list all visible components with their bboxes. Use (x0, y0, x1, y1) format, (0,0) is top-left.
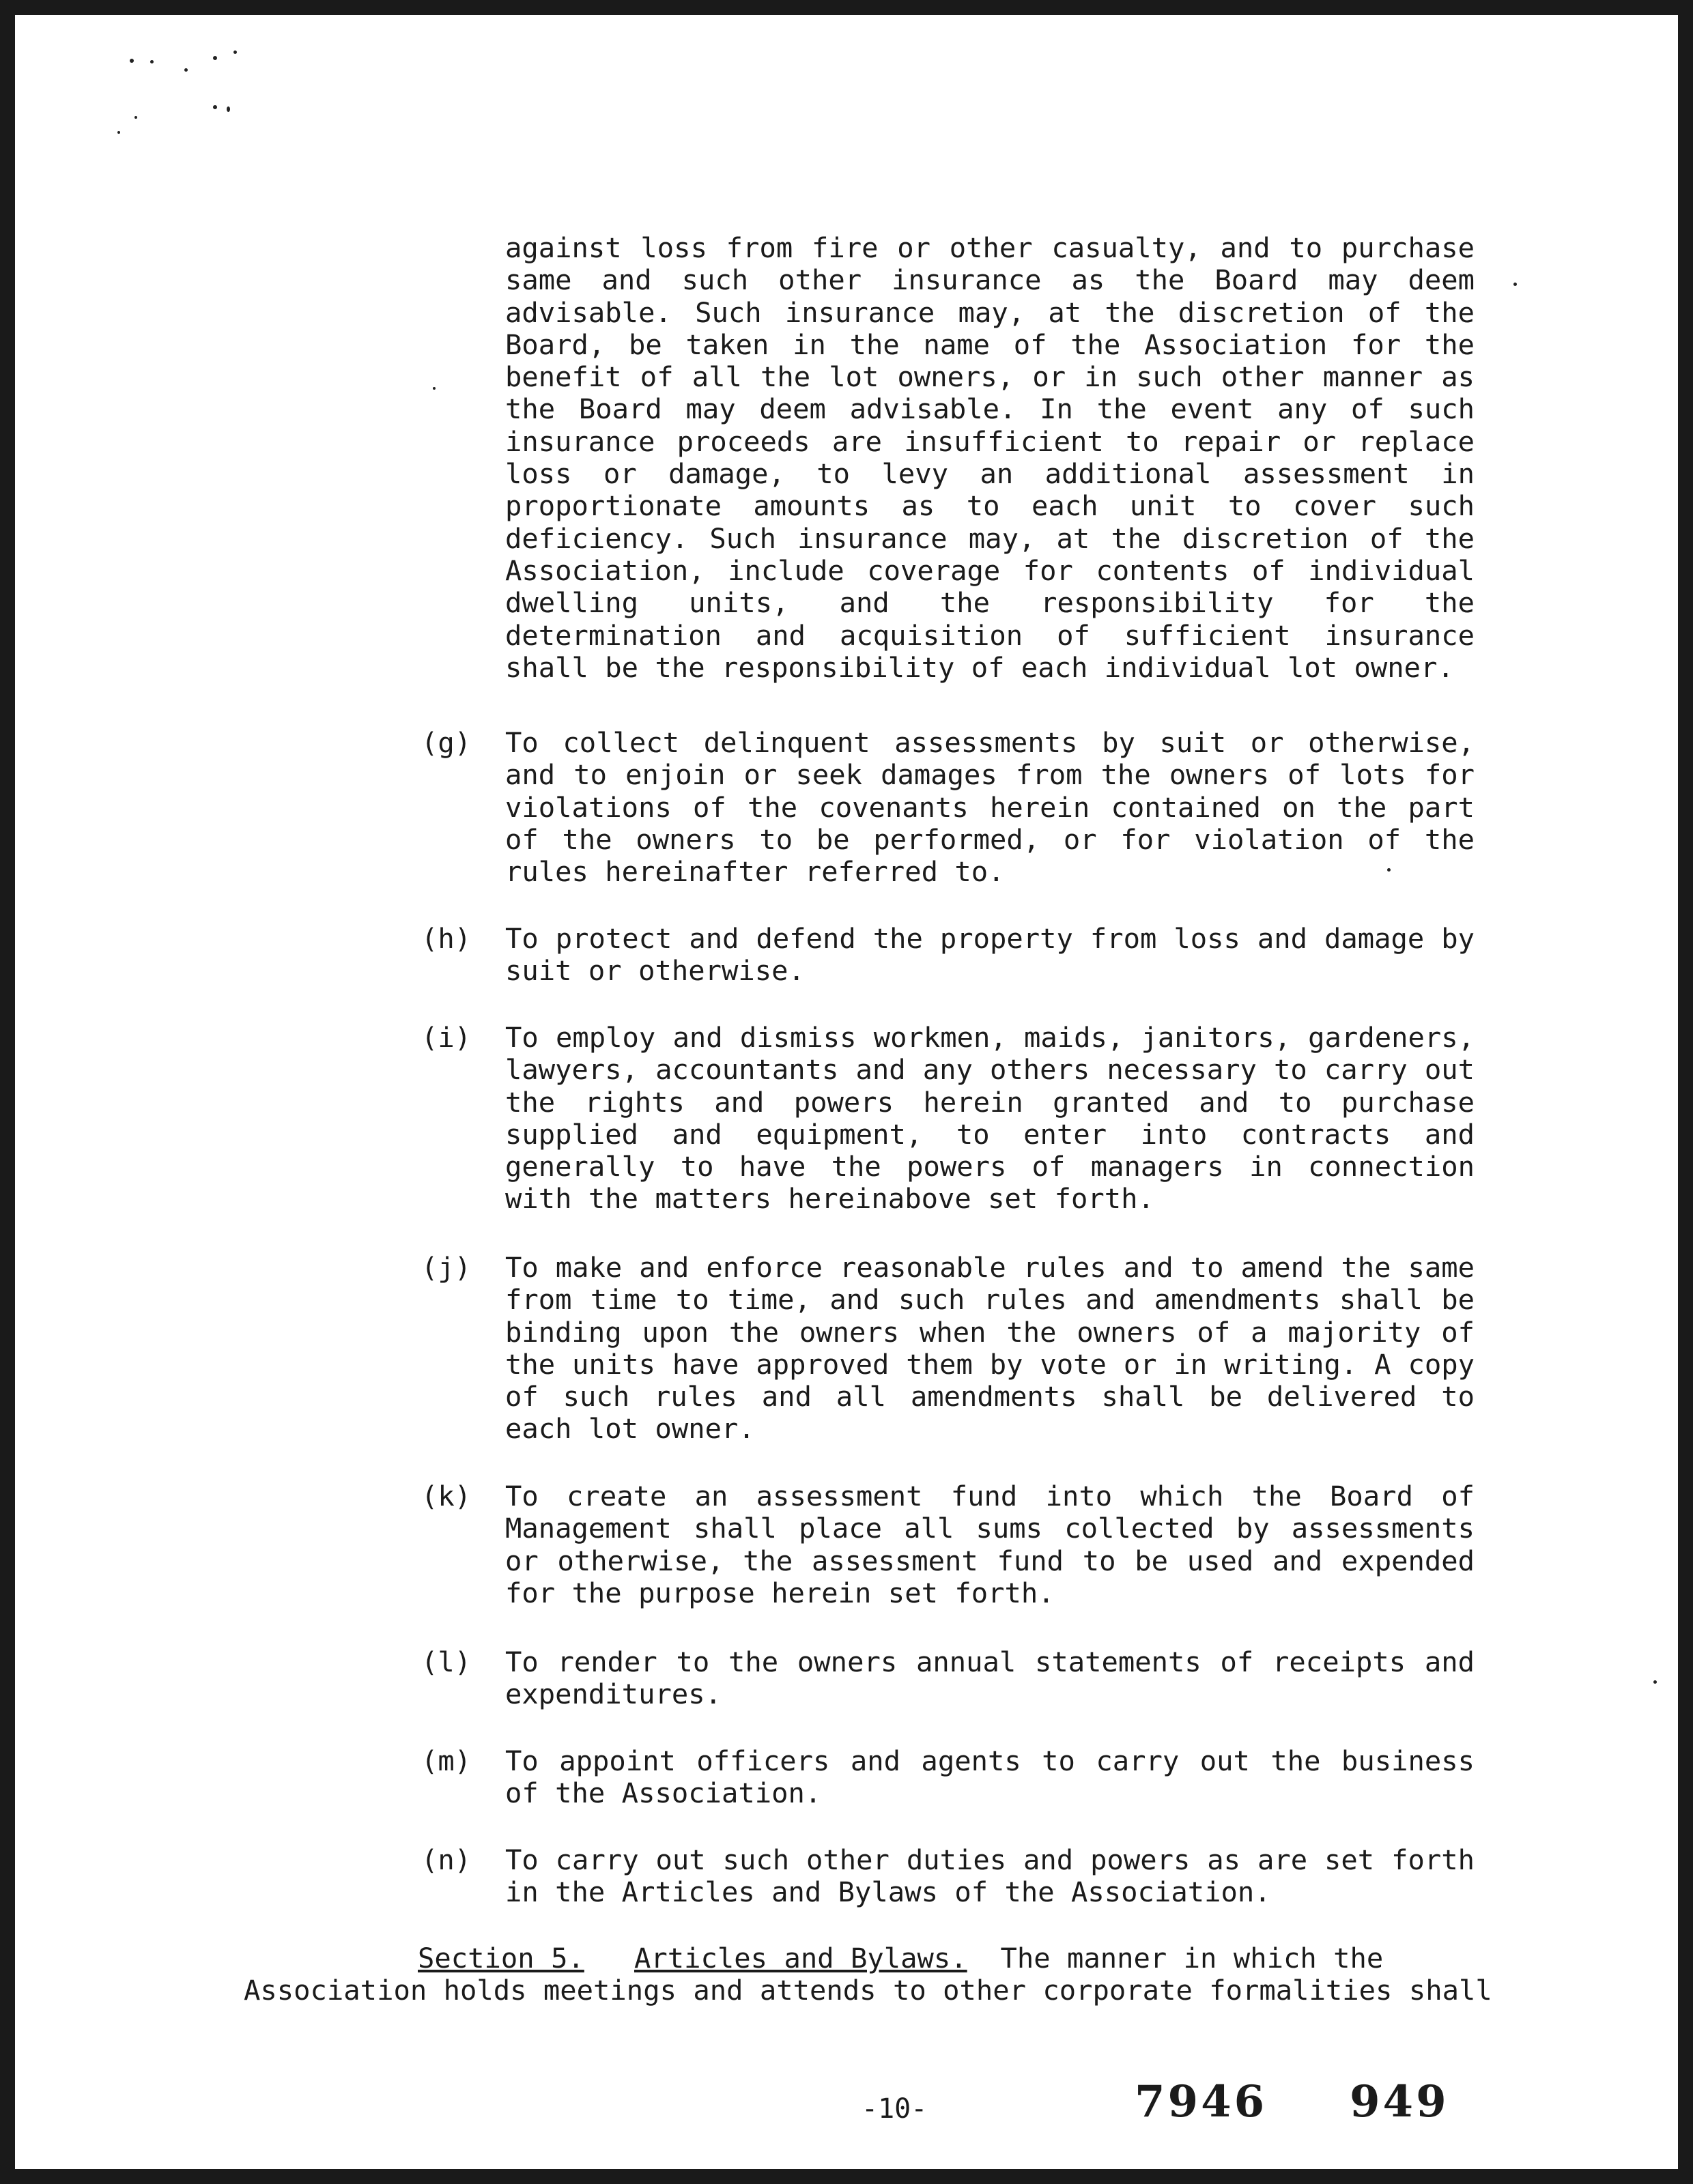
list-item-i (421, 1022, 1475, 1216)
item-label: (i) (421, 1021, 472, 1054)
item-text: To employ and dismiss workmen, maids, janitors, gardeners, lawyers, accountants and any others necessary to carry out the rights and powers herein granted and to purchase supplied and equipment, to enter into contracts and generally to have the powers of managers in connection with the matters hereinabove set forth. (505, 1021, 1475, 1216)
document-page (15, 15, 1678, 2169)
scan-speck (117, 131, 120, 134)
item-label: (j) (421, 1251, 472, 1284)
scan-speck (227, 106, 230, 112)
list-item-g (421, 727, 1475, 888)
section-number: Section 5. (418, 1942, 584, 1974)
scan-speck (213, 105, 217, 109)
list-item-m (421, 1745, 1475, 1810)
section-title: Articles and Bylaws. (634, 1942, 967, 1974)
item-text: To render to the owners annual statements of receipts and expenditures. (505, 1646, 1475, 1711)
item-label: (m) (421, 1744, 472, 1777)
item-text: To carry out such other duties and powers as are set forth in the Articles and Bylaws of the Association. (505, 1843, 1475, 1909)
item-label: (k) (421, 1480, 472, 1512)
scan-speck (233, 51, 237, 54)
list-item-j (421, 1252, 1475, 1446)
scan-speck (130, 59, 134, 63)
list-item-k (421, 1480, 1475, 1609)
section-text-line2: Association holds meetings and attends to other corporate formalities shall (244, 1974, 1492, 2007)
list-item-l (421, 1646, 1475, 1711)
continuation-paragraph: against loss from fire or other casualty, and to purchase same and such other insurance as the Board may deem advisable. Such insurance may, at the discretion of the Board, be taken in the name of the Association for the benefit of all the lot owners, or in such other manner as the Board may deem advisable. In the event any of such insurance proceeds are insufficient to repair or replace loss or damage, to levy an additional assessment in proportionate amounts as to each unit to cover such deficiency. Such insurance may, at the discretion of the Association, include coverage for contents of individual dwelling units, and the responsibility for the determination and acquisition of sufficient insurance shall be the responsibility of each individual lot owner. (505, 231, 1475, 684)
item-text: To protect and defend the property from loss and damage by suit or otherwise. (505, 922, 1475, 988)
page-number: -10- (862, 2093, 928, 2125)
scan-speck (134, 116, 137, 119)
scan-speck (1387, 868, 1391, 872)
scan-speck (1513, 283, 1517, 286)
list-item-n (421, 1844, 1475, 1909)
item-label: (l) (421, 1646, 472, 1678)
item-label: (h) (421, 922, 472, 955)
item-label: (n) (421, 1843, 472, 1876)
item-text: To create an assessment fund into which the Board of Management shall place all sums collected by assessments or otherwise, the assessment fund to be used and expended for the purpose herein set forth. (505, 1480, 1475, 1609)
item-text: To collect delinquent assessments by suit or otherwise, and to enjoin or seek damages from the owners of lots for violations of the covenants herein contained on the part of the owners to be performed, or for violation of the rules hereinafter referred to. (505, 726, 1475, 889)
item-text: To make and enforce reasonable rules and to amend the same from time to time, and such rules and amendments shall be binding upon the owners when the owners of a majority of the units have approved them by vote or in writing. A copy of such rules and all amendments shall be delivered to each lot owner. (505, 1251, 1475, 1446)
document-number: 7946 (1135, 2076, 1268, 2127)
section-text-line1: The manner in which the (1000, 1942, 1384, 1974)
document-number-secondary: 949 (1350, 2076, 1449, 2127)
item-label: (g) (421, 726, 472, 759)
scan-speck (433, 387, 436, 390)
scan-speck (150, 60, 154, 63)
section-heading-line (418, 1942, 1475, 1974)
scan-speck (1653, 1680, 1657, 1684)
item-text: To appoint officers and agents to carry out the business of the Association. (505, 1744, 1475, 1810)
scan-speck (213, 56, 217, 60)
scan-speck (184, 68, 188, 72)
list-item-h (421, 923, 1475, 988)
